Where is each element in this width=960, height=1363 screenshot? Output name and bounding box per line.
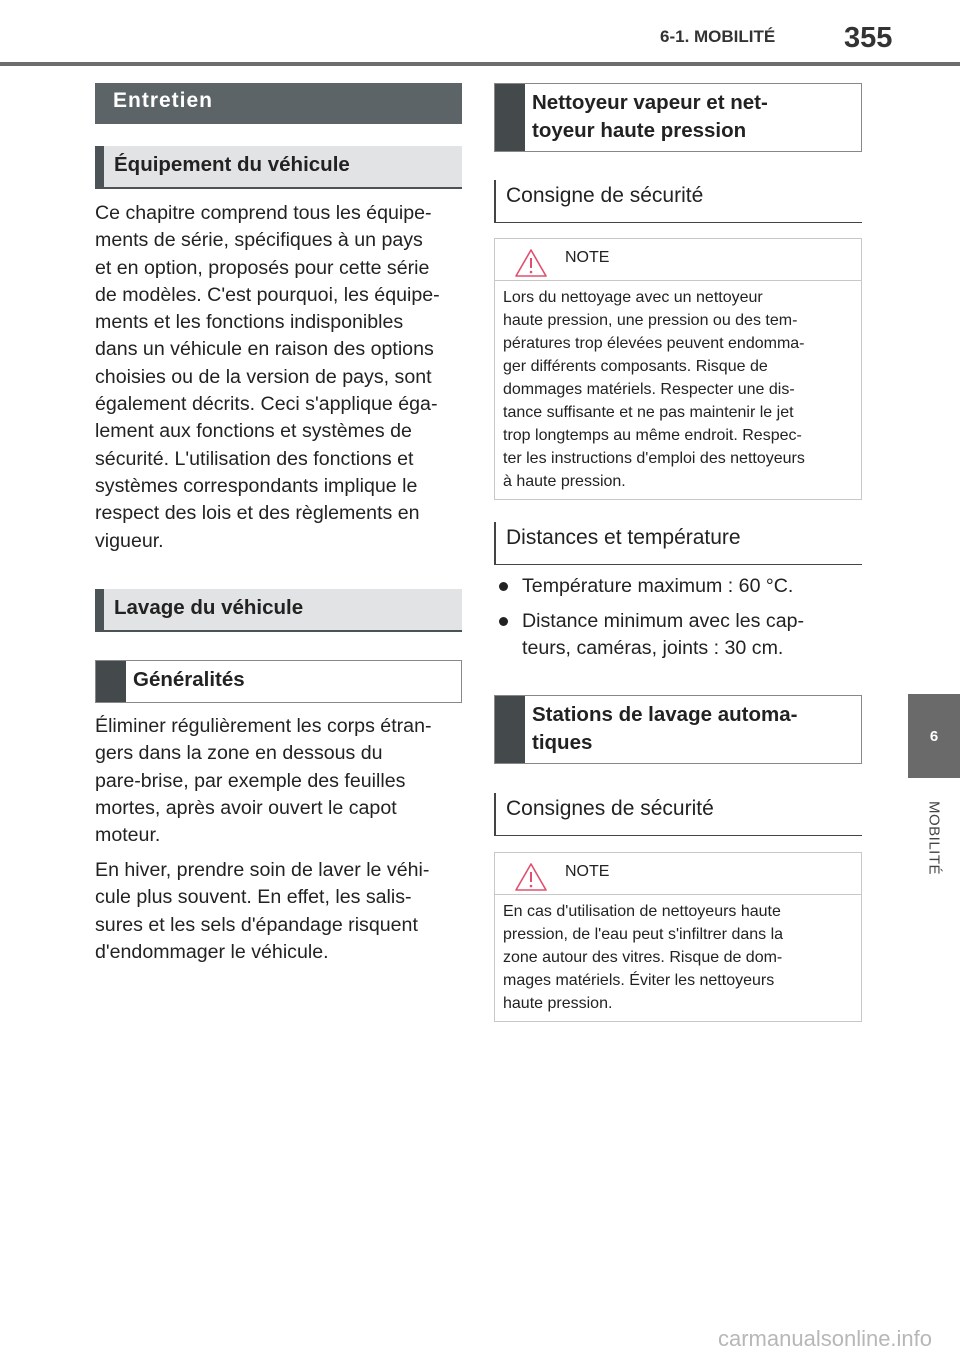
text-line: mages matériels. Éviter les nettoyeurs xyxy=(503,972,775,989)
note-header xyxy=(495,853,861,895)
chapter-tab: 6 xyxy=(908,694,960,778)
text-line: Température maximum : 60 °C. xyxy=(522,575,794,597)
text-line: lement aux fonctions et systèmes de xyxy=(95,420,412,443)
text-line: Éliminer régulièrement les corps étran- xyxy=(95,715,432,737)
heading-distances-temperature: Distances et température xyxy=(494,522,862,565)
heading-consigne-securite: Consigne de sécurité xyxy=(494,180,862,223)
warning-triangle-icon xyxy=(514,862,548,892)
heading-equipement-vehicule: Équipement du véhicule xyxy=(95,146,462,189)
note-box-1 xyxy=(494,238,862,500)
heading-bar xyxy=(495,696,525,763)
text-line: haute pression. xyxy=(503,995,613,1012)
heading-generalites-label: Généralités xyxy=(133,668,245,691)
text-line: trop longtemps au même endroit. Respec- xyxy=(503,427,802,444)
list-item-text xyxy=(522,608,804,663)
heading-generalites xyxy=(95,660,462,703)
heading-stations-lavage xyxy=(494,695,862,764)
text-line: En cas d'utilisation de nettoyeurs haute xyxy=(503,903,781,920)
text-line: gers dans la zone en dessous du xyxy=(95,742,383,765)
bullet-list xyxy=(494,573,874,663)
note-body xyxy=(495,895,861,1015)
text-line: En hiver, prendre soin de laver le véhi- xyxy=(95,859,430,881)
text-line: cule plus souvent. En effet, les salis- xyxy=(95,886,412,909)
heading-bar xyxy=(96,661,126,702)
bullet-icon xyxy=(499,617,508,626)
text-line: systèmes correspondants implique le xyxy=(95,474,418,497)
text-line: Lors du nettoyage avec un nettoyeur xyxy=(503,289,763,306)
text-line: Distance minimum avec les cap- xyxy=(522,609,805,632)
note-body xyxy=(495,281,861,493)
heading-lavage-vehicule: Lavage du véhicule xyxy=(95,589,462,632)
heading-stations-lavage-label xyxy=(525,696,797,763)
note-header xyxy=(495,239,861,281)
heading-nettoyeur-vapeur-label xyxy=(525,84,768,151)
watermark: carmanualsonline.info xyxy=(718,1326,933,1351)
text-line: sures et les sels d'épandage risquent xyxy=(95,913,418,936)
general-paragraph-1 xyxy=(95,713,475,849)
text-line: vigueur. xyxy=(95,529,164,552)
text-line: mortes, après avoir ouvert le capot xyxy=(95,796,397,819)
heading-nettoyeur-vapeur xyxy=(494,83,862,152)
general-paragraph-2 xyxy=(95,857,475,966)
text-line: teurs, caméras, joints : 30 cm. xyxy=(522,637,784,659)
heading-line: Nettoyeur vapeur et net- xyxy=(532,91,768,114)
text-line: moteur. xyxy=(95,824,161,847)
note-label: NOTE xyxy=(565,249,610,266)
text-line: sécurité. L'utilisation des fonctions et xyxy=(95,447,414,470)
text-line: respect des lois et des règlements en xyxy=(95,502,420,525)
text-line: de modèles. C'est pourquoi, les équipe- xyxy=(95,283,440,306)
note-box-2 xyxy=(494,852,862,1022)
text-line: zone autour des vitres. Risque de dom- xyxy=(503,949,783,966)
header-rule xyxy=(0,62,960,66)
text-line: à haute pression. xyxy=(503,473,626,490)
list-item xyxy=(494,608,874,663)
heading-entretien: Entretien xyxy=(95,83,462,124)
list-item xyxy=(494,573,874,601)
heading-line: tiques xyxy=(532,731,593,754)
chapter-tab-label: MOBILITÉ xyxy=(925,800,943,876)
text-line: dommages matériels. Respecter une dis- xyxy=(503,381,795,398)
text-line: également décrits. Ceci s'applique éga- xyxy=(95,393,438,416)
text-line: choisies ou de la version de pays, sont xyxy=(95,365,432,388)
bullet-icon xyxy=(499,582,508,591)
text-line: ger différents composants. Risque de xyxy=(503,358,768,375)
list-item-text xyxy=(522,573,793,601)
text-line: et en option, proposés pour cette série xyxy=(95,256,430,279)
text-line: pératures trop élevées peuvent endomma- xyxy=(503,335,805,352)
heading-bar xyxy=(495,84,525,151)
warning-triangle-icon xyxy=(514,248,548,278)
text-line: haute pression, une pression ou des tem- xyxy=(503,312,798,329)
text-line: ments de série, spécifiques à un pays xyxy=(95,229,423,252)
heading-line: toyeur haute pression xyxy=(532,119,747,142)
text-line: dans un véhicule en raison des options xyxy=(95,338,434,361)
section-title: 6-1. MOBILITÉ xyxy=(660,27,776,46)
text-line: Ce chapitre comprend tous les équipe- xyxy=(95,202,432,224)
heading-consignes-securite: Consignes de sécurité xyxy=(494,793,862,836)
heading-line: Stations de lavage automa- xyxy=(532,703,798,726)
equipment-paragraph xyxy=(95,200,475,555)
text-line: ments et les fonctions indisponibles xyxy=(95,311,404,334)
text-line: ter les instructions d'emploi des nettoyeurs xyxy=(503,450,805,467)
text-line: pression, de l'eau peut s'infiltrer dans la xyxy=(503,926,784,943)
note-label: NOTE xyxy=(565,863,610,880)
text-line: d'endommager le véhicule. xyxy=(95,940,329,963)
page-number: 355 xyxy=(844,22,893,54)
text-line: pare-brise, par exemple des feuilles xyxy=(95,769,406,792)
text-line: tance suffisante et ne pas maintenir le jet xyxy=(503,404,794,421)
